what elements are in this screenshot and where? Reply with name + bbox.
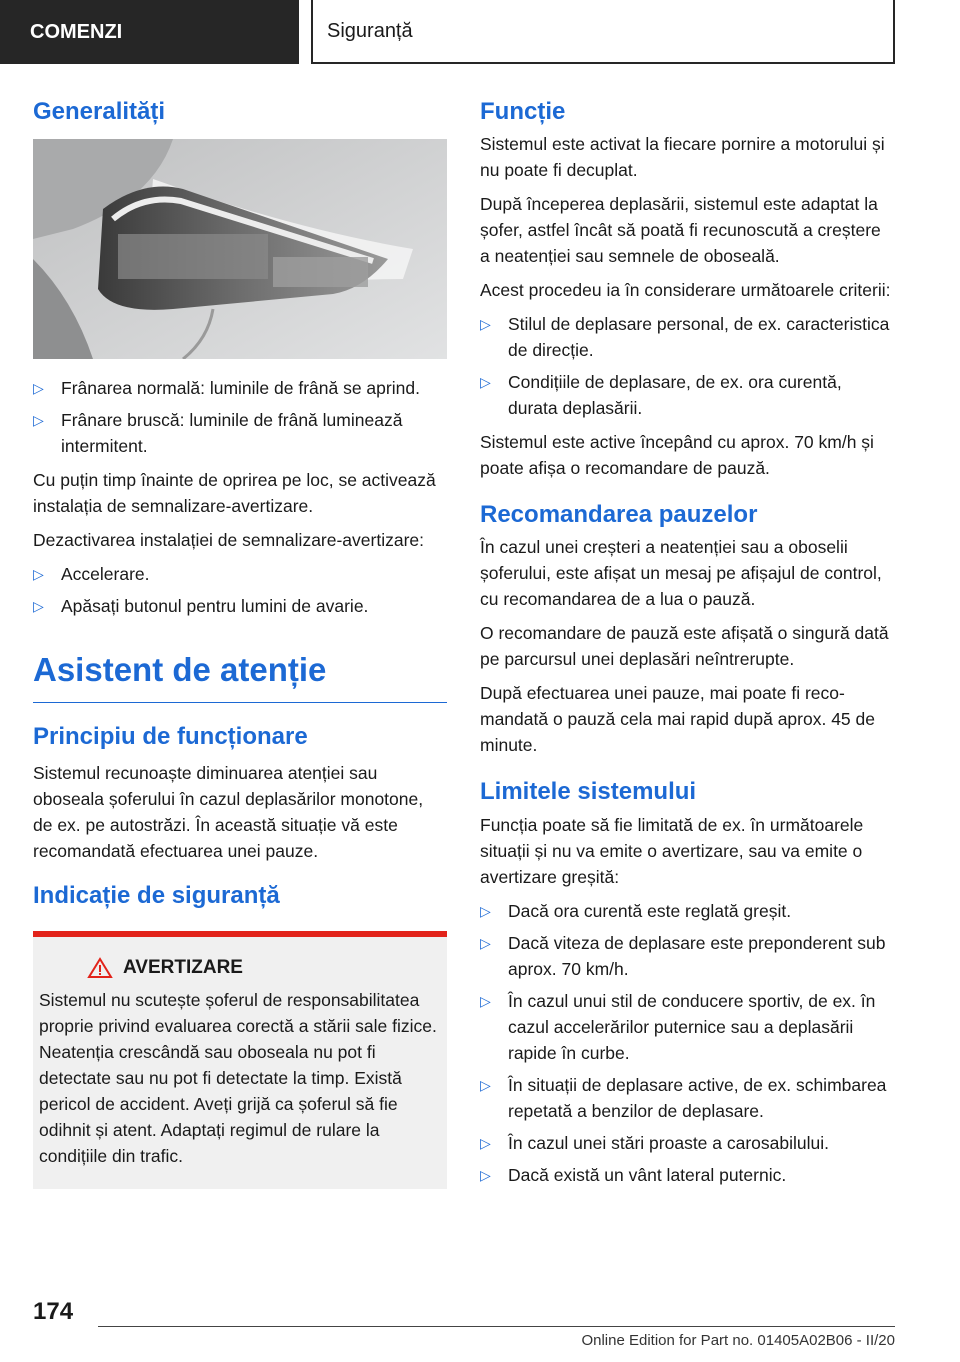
list-item: ▷ În cazul unei stări proaste a carosabilului. — [480, 1130, 895, 1156]
warning-header — [87, 957, 441, 979]
triangle-bullet-icon: ▷ — [33, 412, 44, 429]
heading-principle: Principiu de funcționare — [33, 723, 308, 751]
list-item: ▷ Apăsați butonul pentru lumini de avarie. — [33, 593, 447, 619]
list-item: ▷ Accelerare. — [33, 561, 447, 587]
list-item: ▷ Condițiile de deplasare, de ex. ora curentă, durata deplasării. — [480, 369, 895, 421]
function-paragraph-2: După începerea deplasării, sistemul este adaptat la șofer, astfel încât să poată fi recunoscută a creștere a neatenției sau semnele de oboseală. — [480, 194, 881, 267]
warning-box — [33, 931, 447, 1189]
section-tab[interactable] — [0, 0, 299, 64]
limits-bullet-list — [480, 898, 895, 1188]
triangle-bullet-icon: ▷ — [480, 1134, 491, 1151]
recommendation-paragraph-1: În cazul unei creșteri a neatenției sau a oboselii șoferului, este afișat un mesaj pe afișajul de control, cu recomandarea de a lua o pauză. — [480, 537, 882, 610]
heading-function: Funcție — [480, 98, 566, 125]
heading-general: Generalități — [33, 98, 166, 125]
function-paragraph-4: Sistemul este active începând cu aprox. 70 km/h și poate afișa o recomandare de pauză. — [480, 432, 874, 479]
list-item: ▷ Dacă viteza de deplasare este preponderent sub aprox. 70 km/h. — [480, 930, 895, 982]
triangle-bullet-icon: ▷ — [480, 1076, 491, 1093]
topic-label: Siguranță — [327, 19, 413, 42]
general-paragraph-1: Cu puțin timp înainte de oprirea pe loc, se activează instalația de semnalizare-avertizare. — [33, 470, 436, 517]
right-column — [480, 96, 895, 1196]
edition-text: Online Edition for Part no. 01405A02B06 - II/20 — [581, 1332, 895, 1349]
criteria-bullet-list — [480, 311, 895, 421]
triangle-bullet-icon: ▷ — [480, 1166, 491, 1183]
triangle-bullet-icon: ▷ — [480, 902, 491, 919]
heading-safety: Indicație de siguranță — [33, 882, 280, 910]
topic-tab[interactable] — [311, 0, 895, 64]
function-paragraph-1: Sistemul este activat la fiecare pornire a motorului și nu poate fi decuplat. — [480, 134, 885, 181]
warning-triangle-icon — [87, 957, 113, 979]
left-column — [33, 96, 447, 1189]
heading-recommendation: Recomandarea pauzelor — [480, 501, 758, 529]
list-item: ▷ Dacă există un vânt lateral puternic. — [480, 1162, 895, 1188]
recommendation-paragraph-3: După efectuarea unei pauze, mai poate fi recomandată o pauză cela mai rapid după aprox. 45 de minute. — [480, 683, 875, 756]
page-header — [0, 0, 960, 66]
chapter-title: Asistent de atenție — [33, 651, 327, 689]
recommendation-paragraph-2: O recomandare de pauză este afișată o singură dată pe parcursul unei deplasări neîntrerupte. — [480, 623, 889, 670]
chapter-divider — [33, 702, 447, 703]
chapter-header — [33, 649, 447, 703]
triangle-bullet-icon: ▷ — [480, 992, 491, 1009]
list-item: ▷ Dacă ora curentă este reglată greșit. — [480, 898, 895, 924]
triangle-bullet-icon: ▷ — [480, 316, 491, 333]
triangle-bullet-icon: ▷ — [33, 380, 44, 397]
heading-limits: Limitele sistemului — [480, 778, 697, 806]
general-paragraph-2: Dezactivarea instalației de semnalizare-avertizare: — [33, 530, 425, 551]
list-item: ▷ În cazul unui stil de conducere sportiv, de ex. în cazul accelerărilor puternice sau a deplasării rapide în curbe. — [480, 988, 895, 1066]
list-item: ▷ Frânare bruscă: luminile de frână luminează intermitent. — [33, 407, 447, 459]
page-number: 174 — [33, 1298, 74, 1325]
triangle-bullet-icon: ▷ — [33, 566, 44, 583]
list-item: ▷ În situații de deplasare active, de ex. schimbarea repetată a benzilor de deplasare. — [480, 1072, 895, 1124]
list-item: ▷ Frânarea normală: luminile de frână se aprind. — [33, 375, 447, 401]
triangle-bullet-icon: ▷ — [480, 934, 491, 951]
brake-light-image — [33, 139, 447, 359]
section-label: COMENZI — [30, 20, 123, 43]
limits-paragraph: Funcția poate să fie limitată de ex. în următoarele situații și nu va emite o avertizare, sau va emite o avertizare greșită: — [480, 814, 864, 887]
deactivation-bullet-list — [33, 561, 447, 619]
list-item: ▷ Stilul de deplasare personal, de ex. caracteristica de direcție. — [480, 311, 895, 363]
warning-text: Sistemul nu scutește șoferul de responsabilitatea proprie privind evaluarea corectă a stării sale fizice. Neatenția crescândă sau oboseala nu pot fi detectate sau nu pot fi detectate la timp. Există pericol de accident. Aveți grijă ca șoferul să fie odihnit și atent. Adaptați regimul de rulare la condițiile din trafic. — [39, 990, 437, 1167]
function-paragraph-3: Acest procedeu ia în considerare următoarele criterii: — [480, 280, 891, 301]
triangle-bullet-icon: ▷ — [33, 598, 44, 615]
tail-light-illustration — [33, 139, 447, 359]
warning-title: AVERTIZARE — [123, 957, 243, 979]
triangle-bullet-icon: ▷ — [480, 374, 491, 391]
principle-paragraph: Sistemul recunoaște diminuarea atenției sau oboseala șoferului în cazul deplasărilor monotone, de ex. pe autostrăzi. În această situație vă este recomandată efectuarea unei pauze. — [33, 763, 424, 862]
footer-divider — [98, 1326, 895, 1327]
general-bullet-list — [33, 375, 447, 459]
